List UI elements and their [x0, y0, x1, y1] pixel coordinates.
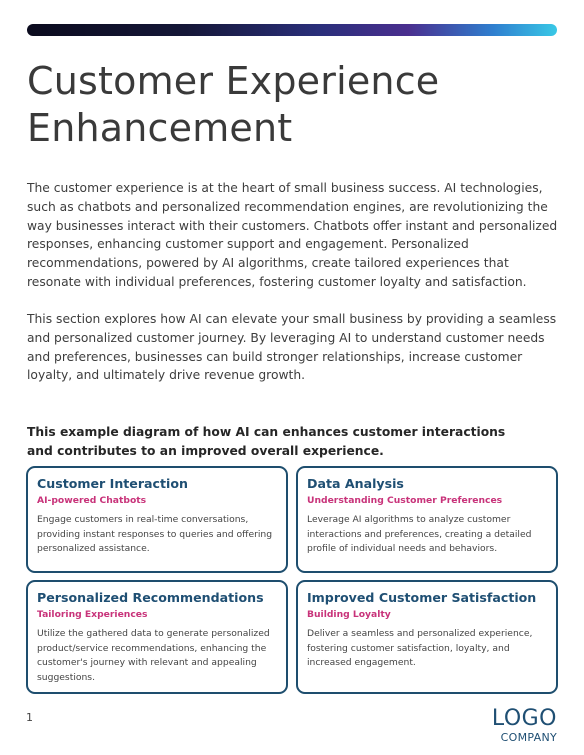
logo-company: COMPANY [500, 731, 557, 744]
intro-paragraph-1: The customer experience is at the heart of small business success. AI technologies, such as chatbots and personalized recommendation engines, are revolutionizing the way businesses interact with their customers. Chatbots offer instant and personalized responses, enhancing customer support and engagement. Personalized recommendations, powered by AI algorithms, create tailored experiences that resonate with individual preferences, fostering customer loyalty and satisfaction. [27, 181, 558, 289]
card-body: Engage customers in real-time conversations, providing instant responses to queries and offering personalized assistance. [37, 514, 273, 555]
diagram-heading: This example diagram of how AI can enhances customer interactions and contributes to an improved overall experience. [27, 425, 506, 458]
page-title-line-1: Customer Experience [27, 59, 440, 103]
card-title: Data Analysis [307, 476, 404, 491]
card-title: Customer Interaction [37, 476, 188, 491]
logo-word: LOGO [491, 706, 557, 731]
card-customer-interaction [26, 466, 288, 573]
card-personalized-recommendations [26, 580, 288, 694]
card-title: Improved Customer Satisfaction [307, 590, 537, 605]
card-subtitle: Understanding Customer Preferences [307, 495, 503, 506]
card-body: Deliver a seamless and personalized experience, fostering customer satisfaction, loyalty, and increased engagement. [307, 628, 533, 669]
page-title-line-2: Enhancement [27, 106, 293, 150]
page-title [27, 58, 557, 152]
company-logo [492, 708, 557, 744]
card-data-analysis [296, 466, 558, 573]
card-subtitle: Building Loyalty [307, 609, 391, 620]
page-number: 1 [26, 711, 33, 724]
intro-paragraph-2: This section explores how AI can elevate your small business by providing a seamless and personalized customer journey. By leveraging AI to understand customer needs and preferences, businesses can build stronger relationships, increase customer loyalty, and ultimately drive revenue growth. [27, 312, 557, 383]
card-body: Utilize the gathered data to generate personalized product/service recommendations, enhancing the customer's journey with relevant and appealing suggestions. [37, 628, 270, 683]
card-subtitle: AI-powered Chatbots [37, 495, 147, 506]
card-subtitle: Tailoring Experiences [37, 609, 148, 620]
card-title: Personalized Recommendations [37, 590, 264, 605]
card-improved-customer-satisfaction [296, 580, 558, 694]
card-body: Leverage AI algorithms to analyze customer interactions and preferences, creating a detailed profile of individual needs and behaviors. [307, 514, 532, 555]
header-gradient-bar [27, 24, 557, 36]
